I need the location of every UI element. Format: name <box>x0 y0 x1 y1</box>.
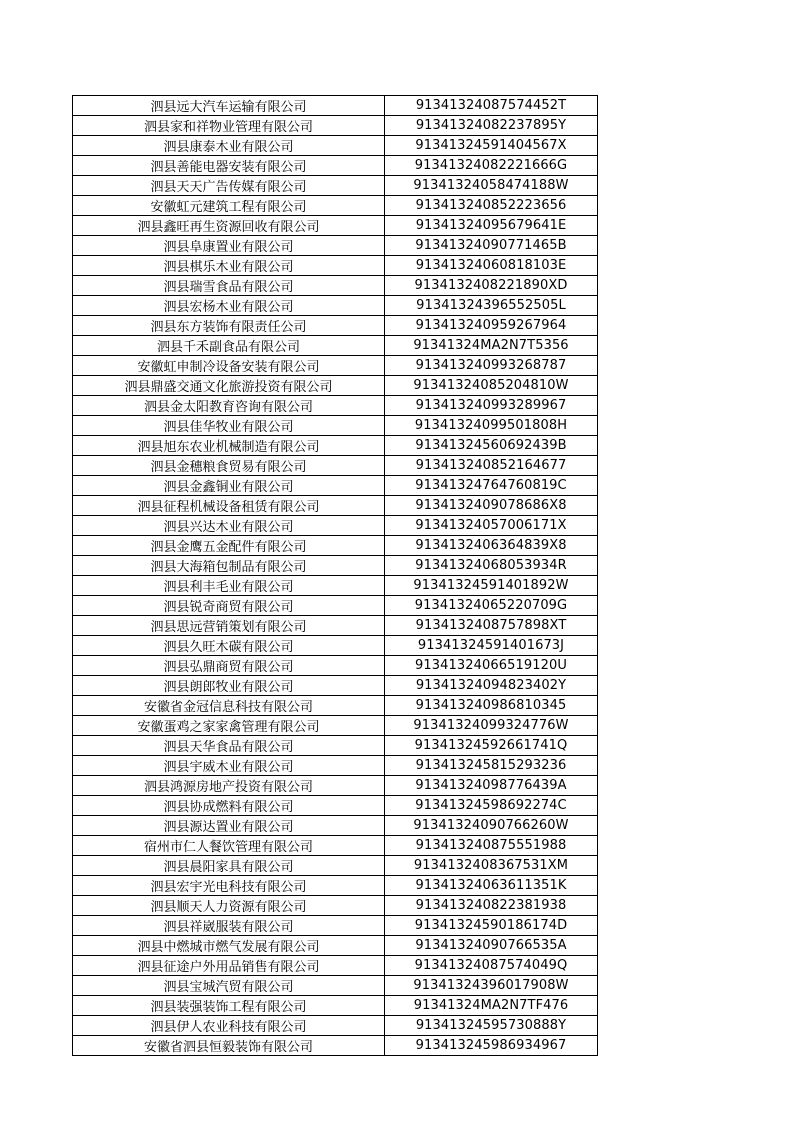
company-name-cell: 泗县宏杨木业有限公司 <box>73 296 385 316</box>
credit-code-cell: 91341324068053934R <box>385 556 598 576</box>
table-row <box>73 556 598 576</box>
company-name-cell: 泗县棋乐木业有限公司 <box>73 256 385 276</box>
company-name-cell: 泗县旭东农业机械制造有限公司 <box>73 436 385 456</box>
table-row <box>73 296 598 316</box>
table-row <box>73 436 598 456</box>
credit-code-cell: 91341324066519120U <box>385 656 598 676</box>
credit-code-cell: 91341324MA2N7T5356 <box>385 336 598 356</box>
credit-code-cell: 91341324060818103E <box>385 256 598 276</box>
table-row <box>73 876 598 896</box>
table-row <box>73 716 598 736</box>
table-row <box>73 516 598 536</box>
company-name-cell: 泗县顺天人力资源有限公司 <box>73 896 385 916</box>
company-name-cell: 泗县源达置业有限公司 <box>73 816 385 836</box>
credit-code-cell: 91341324057006171X <box>385 516 598 536</box>
credit-code-cell: 913413240822381938 <box>385 896 598 916</box>
credit-code-cell: 913413240993289967 <box>385 396 598 416</box>
company-name-cell: 泗县锐奇商贸有限公司 <box>73 596 385 616</box>
company-name-cell: 泗县天天广告传媒有限公司 <box>73 176 385 196</box>
table-row <box>73 456 598 476</box>
table-row <box>73 196 598 216</box>
company-name-cell: 泗县善能电器安装有限公司 <box>73 156 385 176</box>
company-name-cell: 泗县金鹰五金配件有限公司 <box>73 536 385 556</box>
company-name-cell: 泗县宝城汽贸有限公司 <box>73 976 385 996</box>
credit-code-cell: 91341324087574452T <box>385 96 598 116</box>
table-row <box>73 156 598 176</box>
credit-code-cell: 9134132406364839X8 <box>385 536 598 556</box>
company-name-cell: 泗县鸿源房地产投资有限公司 <box>73 776 385 796</box>
table-row <box>73 776 598 796</box>
credit-code-cell: 91341324591401673J <box>385 636 598 656</box>
credit-code-cell: 91341324094823402Y <box>385 676 598 696</box>
table-row <box>73 636 598 656</box>
credit-code-cell: 91341324560692439B <box>385 436 598 456</box>
table-row <box>73 476 598 496</box>
credit-code-cell: 91341324MA2N7TF476 <box>385 996 598 1016</box>
company-name-cell: 泗县征途户外用品销售有限公司 <box>73 956 385 976</box>
company-name-cell: 泗县康泰木业有限公司 <box>73 136 385 156</box>
company-name-cell: 泗县祥崴服装有限公司 <box>73 916 385 936</box>
company-name-cell: 泗县兴达木业有限公司 <box>73 516 385 536</box>
credit-code-cell: 91341324090771465B <box>385 236 598 256</box>
table-row <box>73 736 598 756</box>
company-name-cell: 泗县宏宇光电科技有限公司 <box>73 876 385 896</box>
table-row <box>73 856 598 876</box>
company-name-cell: 泗县装强装饰工程有限公司 <box>73 996 385 1016</box>
company-name-cell: 泗县鑫旺再生资源回收有限公司 <box>73 216 385 236</box>
credit-code-cell: 91341324090766535A <box>385 936 598 956</box>
company-name-cell: 泗县远大汽车运输有限公司 <box>73 96 385 116</box>
table-row <box>73 936 598 956</box>
credit-code-cell: 91341324063611351K <box>385 876 598 896</box>
credit-code-cell: 91341324058474188W <box>385 176 598 196</box>
credit-code-cell: 9134132408221890XD <box>385 276 598 296</box>
company-name-cell: 泗县思远营销策划有限公司 <box>73 616 385 636</box>
credit-code-cell: 913413240993268787 <box>385 356 598 376</box>
table-row <box>73 616 598 636</box>
table-row <box>73 836 598 856</box>
company-name-cell: 泗县协成燃料有限公司 <box>73 796 385 816</box>
credit-code-cell: 91341324396017908W <box>385 976 598 996</box>
credit-code-cell: 9134132408367531XM <box>385 856 598 876</box>
table-row <box>73 656 598 676</box>
table-row <box>73 396 598 416</box>
table-row <box>73 276 598 296</box>
company-name-cell: 泗县朗郎牧业有限公司 <box>73 676 385 696</box>
table-row <box>73 1016 598 1036</box>
table-row <box>73 696 598 716</box>
company-name-cell: 泗县家和祥物业管理有限公司 <box>73 116 385 136</box>
credit-code-cell: 91341324598692274C <box>385 796 598 816</box>
credit-code-cell: 91341324764760819C <box>385 476 598 496</box>
table-row <box>73 996 598 1016</box>
credit-code-cell: 9134132409078686X8 <box>385 496 598 516</box>
company-name-cell: 泗县久旺木碳有限公司 <box>73 636 385 656</box>
credit-code-cell: 91341324065220709G <box>385 596 598 616</box>
credit-code-cell: 91341324099324776W <box>385 716 598 736</box>
table-row <box>73 136 598 156</box>
credit-code-cell: 913413240986810345 <box>385 696 598 716</box>
table-row <box>73 976 598 996</box>
table-row <box>73 116 598 136</box>
credit-code-cell: 9134132408757898XT <box>385 616 598 636</box>
credit-code-cell: 91341324095679641E <box>385 216 598 236</box>
credit-code-cell: 91341324590186174D <box>385 916 598 936</box>
table-row <box>73 256 598 276</box>
credit-code-cell: 91341324099501808H <box>385 416 598 436</box>
credit-code-cell: 913413245986934967 <box>385 1036 598 1056</box>
company-name-cell: 泗县瑞雪食品有限公司 <box>73 276 385 296</box>
credit-code-cell: 913413240875551988 <box>385 836 598 856</box>
credit-code-cell: 91341324082221666G <box>385 156 598 176</box>
company-name-cell: 安徽虹元建筑工程有限公司 <box>73 196 385 216</box>
table-row <box>73 1036 598 1056</box>
table-row <box>73 96 598 116</box>
company-name-cell: 宿州市仁人餐饮管理有限公司 <box>73 836 385 856</box>
credit-code-cell: 91341324595730888Y <box>385 1016 598 1036</box>
table-row <box>73 956 598 976</box>
table-row <box>73 536 598 556</box>
company-name-cell: 泗县利丰毛业有限公司 <box>73 576 385 596</box>
company-name-cell: 安徽虹申制冷设备安装有限公司 <box>73 356 385 376</box>
credit-code-cell: 913413240852223656 <box>385 196 598 216</box>
company-name-cell: 安徽省金冠信息科技有限公司 <box>73 696 385 716</box>
company-name-cell: 安徽省泗县恒毅装饰有限公司 <box>73 1036 385 1056</box>
table-row <box>73 676 598 696</box>
credit-code-cell: 91341324592661741Q <box>385 736 598 756</box>
company-name-cell: 泗县大海箱包制品有限公司 <box>73 556 385 576</box>
credit-code-cell: 91341324591401892W <box>385 576 598 596</box>
company-name-cell: 泗县金鑫铜业有限公司 <box>73 476 385 496</box>
company-name-cell: 泗县宇威木业有限公司 <box>73 756 385 776</box>
company-name-cell: 泗县晨阳家具有限公司 <box>73 856 385 876</box>
company-registry-table <box>72 95 598 1056</box>
table-row <box>73 916 598 936</box>
credit-code-cell: 91341324087574049Q <box>385 956 598 976</box>
company-name-cell: 泗县金太阳教育咨询有限公司 <box>73 396 385 416</box>
company-name-cell: 泗县佳华牧业有限公司 <box>73 416 385 436</box>
company-name-cell: 泗县弘鼎商贸有限公司 <box>73 656 385 676</box>
table-row <box>73 596 598 616</box>
table-row <box>73 376 598 396</box>
table-row <box>73 356 598 376</box>
credit-code-cell: 91341324396552505L <box>385 296 598 316</box>
credit-code-cell: 91341324098776439A <box>385 776 598 796</box>
company-name-cell: 泗县东方装饰有限责任公司 <box>73 316 385 336</box>
table-row <box>73 316 598 336</box>
table-row <box>73 216 598 236</box>
table-row <box>73 816 598 836</box>
credit-code-cell: 913413245815293236 <box>385 756 598 776</box>
table-row <box>73 756 598 776</box>
company-name-cell: 泗县伊人农业科技有限公司 <box>73 1016 385 1036</box>
table-row <box>73 496 598 516</box>
table-row <box>73 336 598 356</box>
company-name-cell: 泗县天华食品有限公司 <box>73 736 385 756</box>
table-row <box>73 236 598 256</box>
company-name-cell: 泗县千禾副食品有限公司 <box>73 336 385 356</box>
table-body <box>73 96 598 1056</box>
credit-code-cell: 913413240959267964 <box>385 316 598 336</box>
company-name-cell: 安徽蛋鸡之家家禽管理有限公司 <box>73 716 385 736</box>
table-row <box>73 896 598 916</box>
credit-code-cell: 91341324591404567X <box>385 136 598 156</box>
credit-code-cell: 91341324085204810W <box>385 376 598 396</box>
company-name-cell: 泗县中燃城市燃气发展有限公司 <box>73 936 385 956</box>
table-row <box>73 576 598 596</box>
table-row <box>73 416 598 436</box>
table-row <box>73 176 598 196</box>
credit-code-cell: 91341324082237895Y <box>385 116 598 136</box>
company-name-cell: 泗县金穗粮食贸易有限公司 <box>73 456 385 476</box>
company-name-cell: 泗县鼎盛交通文化旅游投资有限公司 <box>73 376 385 396</box>
credit-code-cell: 913413240852164677 <box>385 456 598 476</box>
company-name-cell: 泗县阜康置业有限公司 <box>73 236 385 256</box>
company-name-cell: 泗县征程机械设备租赁有限公司 <box>73 496 385 516</box>
credit-code-cell: 91341324090766260W <box>385 816 598 836</box>
table-row <box>73 796 598 816</box>
